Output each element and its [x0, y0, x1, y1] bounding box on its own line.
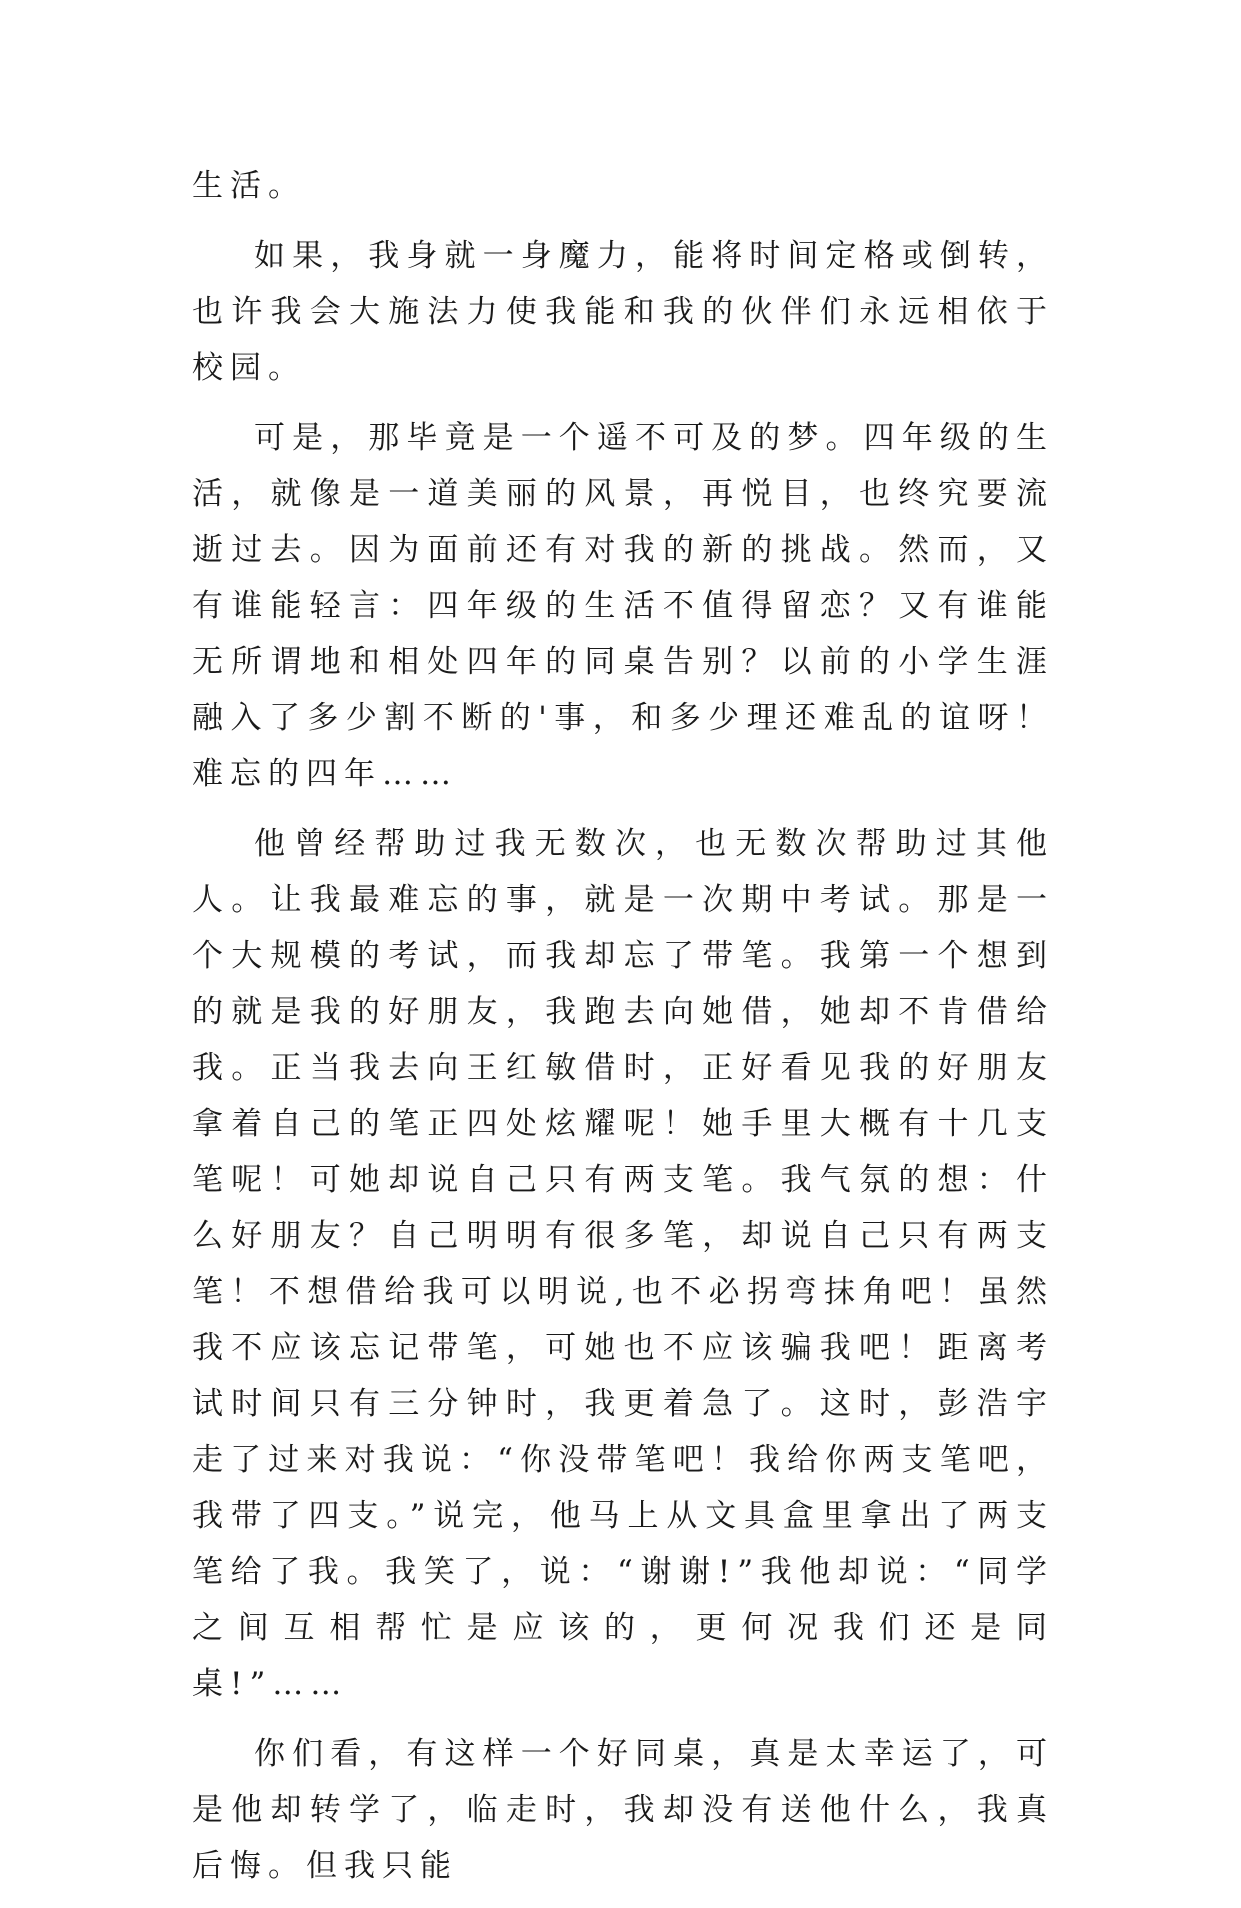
paragraph-magic-wish: 如果，我身就一身魔力，能将时间定格或倒转，也许我会大施法力使我能和我的伙伴们永远相依于校园。	[192, 238, 1054, 386]
paragraph-dream: 可是，那毕竟是一个遥不可及的梦。四年级的生活，就像是一道美丽的风景，再悦目，也终究要流逝过去。因为面前还有对我的新的挑战。然而，又有谁能轻言：四年级的生活不值得留恋？又有谁能无所谓地和相处四年的同桌告别？以前的小学生涯融入了多少割不断的'事，和多少理还难乱的谊呀！难忘的四年……	[192, 420, 1054, 792]
paragraph-exam-story: 他曾经帮助过我无数次，也无数次帮助过其他人。让我最难忘的事，就是一次期中考试。那是一个大规模的考试，而我却忘了带笔。我第一个想到的就是我的好朋友，我跑去向她借，她却不肯借给我。正当我去向王红敏借时，正好看见我的好朋友拿着自己的笔正四处炫耀呢！她手里大概有十几支笔呢！可她却说自己只有两支笔。我气氛的想：什么好朋友？自己明明有很多笔，却说自己只有两支笔！不想借给我可以明说,也不必拐弯抹角吧！虽然我不应该忘记带笔，可她也不应该骗我吧！距离考试时间只有三分钟时，我更着急了。这时，彭浩宇走了过来对我说：“你没带笔吧！我给你两支笔吧，我带了四支。”说完，他马上从文具盒里拿出了两支笔给了我。我笑了，说：“谢谢!”我他却说：“同学之间互相帮忙是应该的，更何况我们还是同桌!”……	[192, 826, 1054, 1702]
paragraph-deskmate: 你们看，有这样一个好同桌，真是太幸运了，可是他却转学了，临走时，我却没有送他什么，我真后悔。但我只能	[192, 1736, 1054, 1884]
paragraph-continuation: 生活。	[192, 168, 306, 204]
document-body	[192, 158, 1054, 1908]
